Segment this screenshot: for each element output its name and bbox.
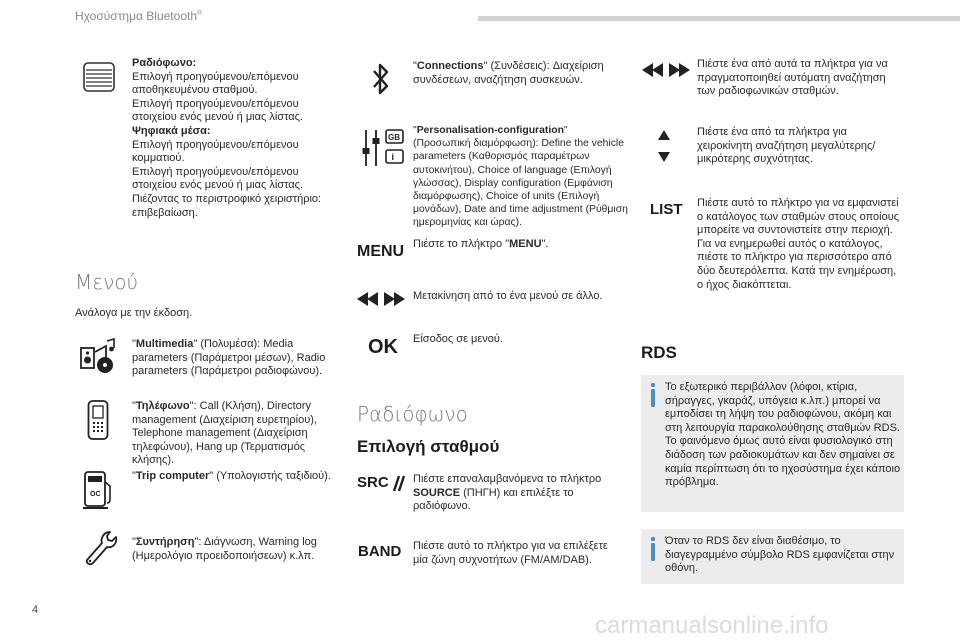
src-key-icon: SRC: [357, 474, 389, 492]
page-number: 4: [32, 604, 39, 616]
phone-icon: [87, 400, 109, 440]
fuel-pump-icon: [82, 470, 114, 510]
svg-text:OC: OC: [90, 491, 101, 498]
station-selection-heading: Επιλογή σταθμού: [357, 437, 500, 456]
info-icon: [651, 537, 655, 541]
menu-subtitle: Ανάλογα με την έκδοση.: [75, 307, 193, 319]
src-key-desc: Πιέστε επαναλαμβανόμενα το πλήκτρο SOURCE (ΠΗΓΗ) και επιλέξτε το ραδιόφωνο.: [413, 473, 602, 513]
up-down-arrows-icon: [657, 129, 671, 163]
settings-sliders-icon: [362, 128, 406, 168]
tune-desc: Πιέστε ένα από τα πλήκτρα για χειροκίνητη αναζήτηση μεγαλύτερης/ μικρότερης συχνότητας.: [697, 126, 876, 166]
radio-heading: Ραδιόφωνο: [357, 402, 468, 426]
bluetooth-icon: [370, 62, 392, 96]
header-rule: [478, 16, 960, 21]
menu-phone-desc: "Τηλέφωνο": Call (Κλήση), Directory management (Διαχείριση ευρετηρίου), Telephone management (Διαχείριση τηλεφώνου), Hang up (Τερματισμός κλήσης).: [132, 400, 317, 467]
page-header-title: Ηχοσύστημα Bluetooth®: [75, 9, 203, 23]
seek-desc: Πιέστε ένα από αυτά τα πλήκτρα για να πραγματοποιηθεί αυτόματη αναζήτηση των ραδιοφωνικών σταθμών.: [697, 58, 888, 98]
menu-maintenance-desc: "Συντήρηση": Διάγνωση, Warning log (Ημερολόγιο προειδοποιήσεων) κ.λπ.: [132, 536, 317, 562]
menu-connections-desc: "Connections" (Συνδέσεις): Διαχείριση συνδέσεων, αναζήτηση συσκευών.: [413, 60, 604, 86]
ok-key-desc: Είσοδος σε μενού.: [413, 333, 503, 345]
rds-heading: RDS: [641, 343, 677, 362]
band-key-desc: Πιέστε αυτό το πλήκτρο για να επιλέξετε μία ζώνη συχνοτήτων (FM/AM/DAB).: [413, 540, 608, 566]
rds-unavailable-box: Όταν το RDS δεν είναι διαθέσιμο, το διαγεγραμμένο σύμβολο RDS εμφανίζεται στην οθόνη.: [641, 529, 904, 584]
menu-multimedia-desc: "Multimedia" (Πολυμέσα): Media parameters (Παράμετροι μέσων), Radio parameters (Παράμετροι ραδιοφώνου).: [132, 338, 326, 378]
svg-text:GB: GB: [388, 133, 400, 142]
menu-key-icon: MENU: [357, 243, 405, 260]
seek-arrows-icon: [640, 62, 692, 78]
source-slash-icon: [391, 474, 407, 492]
watermark: carmanualsonline.info: [595, 612, 829, 639]
menu-trip-desc: "Trip computer" (Υπολογιστής ταξιδιού).: [132, 470, 331, 482]
radio-controls-description: Ραδιόφωνο: Επιλογή προηγούμενου/επόμενου αποθηκευμένου σταθμού. Επιλογή προηγούμενου/επόμενου στοιχείου ενός μενού ή μιας λίστας. Ψηφιακά μέσα: Επιλογή προηγούμενου/επόμενου κομματιού. Επιλογή προηγούμενου/επόμενου στοιχείου ενός μενού ή μιας λίστας. Πιέζοντας το περιστροφικό χειριστήριο: επιβεβαίωση.: [132, 57, 322, 219]
menu-personalisation-desc: "Personalisation-configuration" (Προσωπική διαμόρφωση): Define the vehicle parameters (Καθορισμός παραμέτρων αυτοκινήτου), Choice of language (Επιλογή γλώσσας), Display configuration (Εμφάνιση διαμόρφωσης), Choice of units (Επιλογή μονάδων), Date and time adjustment (Ρύθμιση ημερομηνίας και ώρας).: [413, 125, 628, 229]
list-key-icon: LIST: [650, 201, 683, 218]
menu-heading: Μενού: [75, 270, 139, 294]
menu-key-desc: Πιέστε το πλήκτρο "MENU".: [413, 238, 549, 250]
list-key-desc: Πιέστε αυτό το πλήκτρο για να εμφανιστεί ο κατάλογος των σταθμών στους οποίους μπορείτε να συντονιστείτε στην περιοχή. Για να ενημερωθεί αυτός ο κατάλογος, πιέστε το πλήκτρο για περισσότερο από δύο δευτερόλεπτα. Κατά την ενημέρωση, ο ήχος διακόπτεται.: [697, 197, 900, 291]
rotary-dial-icon: [82, 62, 116, 92]
multimedia-icon: [80, 338, 118, 374]
info-icon: [651, 383, 655, 387]
left-right-arrows-icon: [355, 291, 407, 307]
menu-navigation-desc: Μετακίνηση από το ένα μενού σε άλλο.: [413, 290, 603, 302]
ok-key-icon: OK: [368, 336, 398, 358]
svg-text:i: i: [391, 152, 395, 162]
band-key-icon: BAND: [358, 543, 402, 560]
wrench-icon: [84, 530, 118, 566]
rds-info-box: Το εξωτερικό περιβάλλον (λόφοι, κτίρια, σήραγγες, γκαράζ, υπόγεια κ.λπ.) μπορεί να εμποδίσει τη λήψη του ραδιοφώνου, ακόμη και στη λειτουργία παρακολούθησης σταθμών RDS. Το φαινόμενο όμως αυτό είναι φυσιολογικό στη διάδοση των ραδιοκυμάτων και δεν σημαίνει σε καμία περίπτωση ότι το ηχοσύστημα έχει κάποιο πρόβλημα.: [641, 375, 904, 512]
